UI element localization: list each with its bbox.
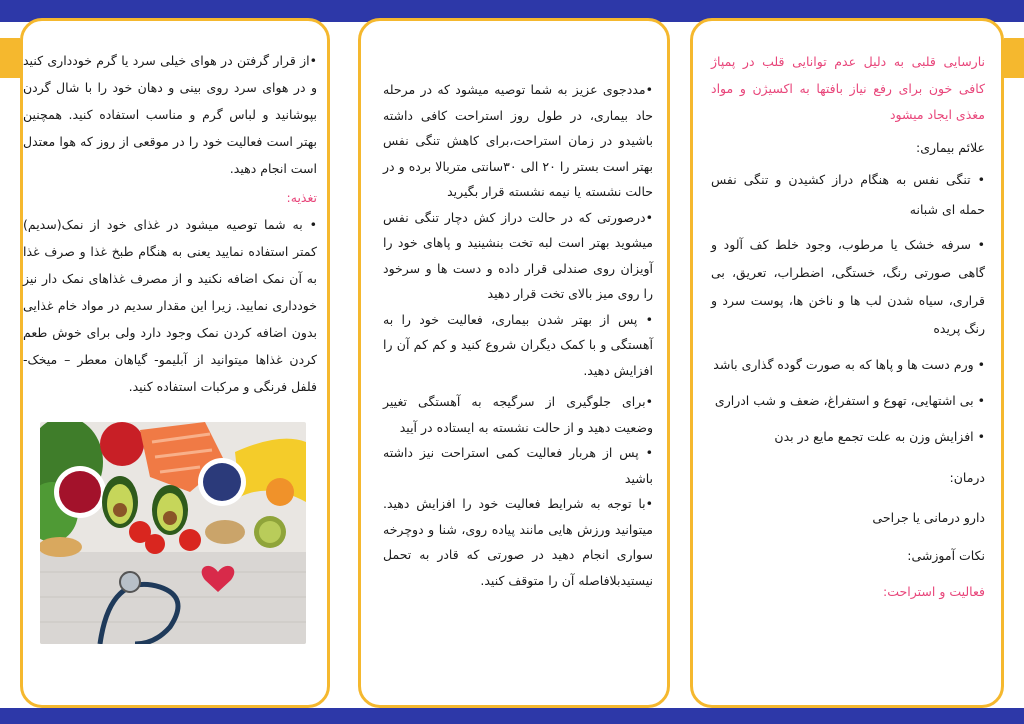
symptom-item: • سرفه خشک یا مرطوب، وجود خلط کف آلود و گاهی صورتی رنگ، خستگی، اضطراب، تعریق، بی قراری، سیاه شدن لب ها و ناخن ها، پوست سرد و رنگ پریده — [711, 236, 985, 336]
activity-item: •مددجوی عزیز به شما توصیه میشود که در مرحله حاد بیماری، در طول روز استراحت کافی داشته باشیدو در زمان استراحت،برای کاهش تنگی نفس بهتر است بستر را ۲۰ الی ۳۰سانتی متربالا برده و در حالت نشسته یا نیمه نشسته قرار بگیرید — [383, 82, 653, 199]
symptom-item: • ورم دست ها و پاها که به صورت گوده گذاری باشد — [713, 356, 985, 372]
tips-title: نکات آموزشی: — [907, 547, 985, 563]
symptom-item: • بی اشتهایی، تهوع و استفراغ، ضعف و شب ادراری — [714, 392, 985, 408]
treatment-text: دارو درمانی یا جراحی — [872, 509, 985, 525]
right-panel — [690, 18, 1004, 708]
left-yellow-band — [0, 38, 20, 78]
activity-item: •درصورتی که در حالت دراز کش دچار تنگی نفس میشوید بهتر است لبه تخت بنشینید و پاهای خود را آویزان روی صندلی قرار داده و دست ها و سرخود را روی میز بالای تخت قرار دهید — [383, 209, 653, 301]
symptom-item: • افزایش وزن به علت تجمع مایع در بدن — [774, 428, 985, 444]
intro-text: نارسایی قلبی به دلیل عدم توانایی قلب در پمپاژ کافی خون برای رفع نیاز بافتها به اکسیژن و مواد مغذی ایجاد میشود — [711, 54, 985, 122]
middle-panel — [358, 18, 670, 708]
activity-item: •برای جلوگیری از سرگیجه به آهستگی تغییر وضعیت دهید و از حالت نشسته به ایستاده در آیید — [383, 394, 653, 435]
right-yellow-band — [1004, 38, 1024, 78]
cold-weather-tip: •از قرار گرفتن در هوای خیلی سرد یا گرم خودداری کنید و در هوای سرد روی بینی و دهان خود را با شال گردن بپوشانید و لباس گرم و مناسب استفاده کنید. همچنین بهتر است فعالیت خود را در موقعی از روز که هوا معتدل است انجام دهید. — [23, 53, 317, 176]
treatment-title: درمان: — [949, 469, 985, 485]
symptom-item: • تنگی نفس به هنگام دراز کشیدن و تنگی نفس حمله ای شبانه — [711, 171, 985, 217]
bottom-accent-bar — [0, 708, 1024, 724]
nutrition-tip: • به شما توصیه میشود در غذای خود از نمک(سدیم) کمتر استفاده نمایید یعنی به هنگام طبخ غذا و صرف غذا به آن نمک اضافه نکنید و از مصرف غذاهای نمک دار نیز خودداری نمایید. زیرا این مقدار سدیم در مواد خام غذایی بدون اضافه کردن نمک وجود دارد ولی برای خوش طعم کردن غذاها میتوانید از آبلیمو- گیاهان معطر – میخک- فلفل فرنگی و مرکبات استفاده کنید. — [23, 217, 317, 394]
food-stethoscope-image — [40, 422, 306, 644]
activity-item: • پس از هربار فعالیت کمی استراحت نیز داشته باشید — [383, 445, 653, 486]
activity-item: •با توجه به شرایط فعالیت خود را افزایش دهید. میتوانید ورزش هایی مانند پیاده روی، شنا و دوچرخه سواری انجام دهید در صورتی که قادر به تحمل نیستیدبلافاصله آن را متوقف کنید. — [383, 496, 653, 588]
nutrition-title: تغذیه: — [286, 190, 317, 205]
activity-item: • پس از بهتر شدن بیماری، فعالیت خود را به آهستگی و با کمک دیگران شروع کنید و کم کم آن را افزایش دهید. — [383, 311, 653, 378]
symptoms-title: علائم بیماری: — [915, 139, 985, 155]
activity-title: فعالیت و استراحت: — [883, 583, 985, 599]
